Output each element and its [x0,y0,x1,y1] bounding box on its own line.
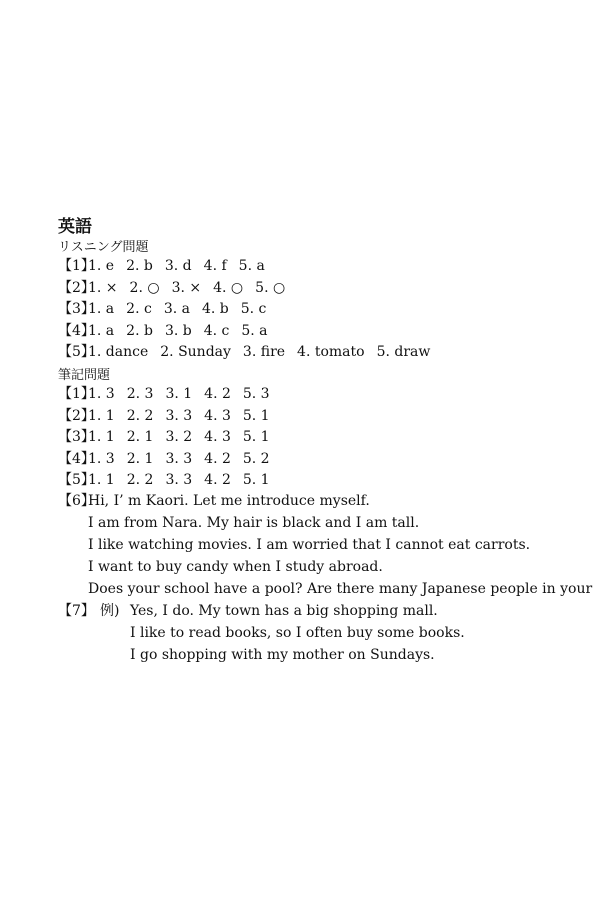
written-row [58,426,282,448]
answer-item: 1. dance [88,344,149,360]
written-row [58,448,282,470]
written-row [58,383,282,405]
answer-item: 3. d [164,258,192,274]
q6-line: I want to buy candy when I study abroad. [88,559,383,575]
question-number: 【4】 [58,450,95,467]
answer-item: 4. tomato [297,344,365,360]
answer-item: 3. 3 [165,472,193,488]
q6-line: Hi, I’ m Kaori. Let me introduce myself. [88,493,370,509]
answer-item: 4. 2 [204,472,231,488]
answer-item: 2. b [126,258,153,274]
answer-item: 4. ○ [213,279,244,296]
question-number: 【2】 [58,407,95,424]
q7-line: Yes, I do. My town has a big shopping mall. [130,603,438,619]
answer-item: 4. 3 [204,429,231,445]
answer-item: 2. 2 [126,472,154,488]
listening-row [58,277,297,299]
question-7-label: 【7】 [58,603,95,619]
answer-item: 5. c [240,301,267,317]
answer-item: 3. 1 [165,386,193,402]
question-number: 【2】 [58,279,95,296]
answer-item: 1. × [88,279,118,296]
written-row [58,405,282,427]
question-number: 【4】 [58,322,95,339]
answer-item: 4. 2 [204,386,231,402]
answer-item: 1. a [88,301,115,317]
subject-title: 英語 [58,217,92,237]
answer-item: 5. ○ [255,279,286,296]
answer-item: 2. 3 [126,386,154,402]
answer-item: 3. × [171,279,202,296]
answer-item: 5. 1 [242,472,270,488]
question-number: 【5】 [58,344,95,360]
answer-item: 4. b [201,301,229,317]
question-number: 【5】 [58,472,95,488]
answer-item: 1. 3 [88,450,115,467]
answer-item: 4. 3 [204,407,231,424]
written-row [58,469,282,491]
answer-item: 1. 3 [88,386,115,402]
listening-row [58,298,278,320]
example-label: 例) [100,603,120,619]
answer-item: 1. 1 [88,407,115,424]
answer-item: 2. 1 [126,429,154,445]
answer-item: 2. 2 [126,407,154,424]
q7-line: I like to read books, so I often buy some books. [130,625,465,641]
answer-item: 5. a [238,258,265,274]
q6-line: Does your school have a pool? Are there many Japanese people in your [88,581,593,597]
answer-item: 1. 1 [88,429,115,445]
answer-item: 3. b [164,322,192,339]
q6-line: I like watching movies. I am worried that I cannot eat carrots. [88,537,531,553]
answer-item: 5. 1 [242,407,270,424]
answer-item: 2. 1 [126,450,154,467]
q7-line: I go shopping with my mother on Sundays. [130,647,435,663]
question-number: 【1】 [58,386,95,402]
question-number: 【3】 [58,429,95,445]
answer-item: 5. 3 [242,386,270,402]
answer-item: 2. Sunday [160,344,231,360]
answer-item: 2. c [126,301,152,317]
listening-row [58,255,277,277]
answer-item: 5. a [241,322,268,339]
answer-item: 3. 3 [165,450,193,467]
answer-item: 3. fire [242,344,286,360]
answer-item: 2. ○ [129,279,160,296]
question-number: 【1】 [58,258,95,274]
listening-heading: リスニング問題 [58,240,149,255]
answer-item: 5. 2 [242,450,270,467]
answer-item: 4. f [203,258,227,274]
answer-item: 1. a [88,322,115,339]
listening-row [58,341,442,363]
question-number: 【3】 [58,301,95,317]
answer-item: 3. a [163,301,190,317]
q6-line: I am from Nara. My hair is black and I am tall. [88,515,420,531]
question-6-label: 【6】 [58,493,95,509]
listening-row [58,320,280,342]
answer-item: 4. c [203,322,230,339]
answer-item: 1. e [88,258,115,274]
written-heading: 筆記問題 [58,368,111,383]
answer-item: 5. draw [376,344,431,360]
answer-item: 3. 3 [165,407,193,424]
answer-item: 2. b [126,322,153,339]
answer-item: 3. 2 [165,429,193,445]
answer-item: 5. 1 [242,429,270,445]
answer-item: 4. 2 [204,450,231,467]
answer-item: 1. 1 [88,472,115,488]
